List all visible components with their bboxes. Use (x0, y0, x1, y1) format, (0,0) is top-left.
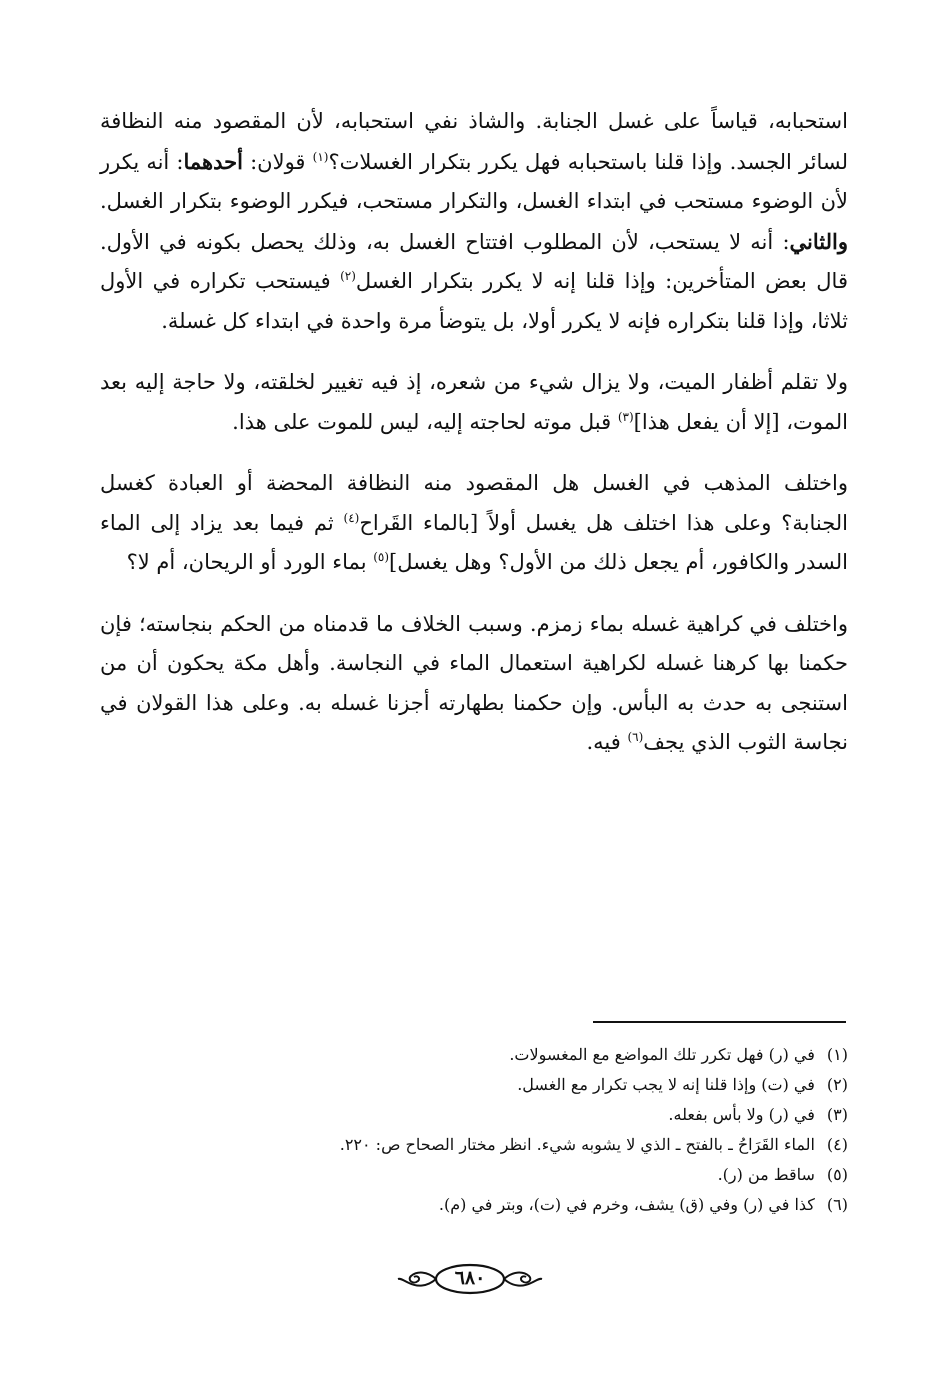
footnote-marker: (٦) (627, 730, 644, 744)
text-run: فيه. (586, 730, 628, 754)
main-text (100, 102, 848, 763)
footnote-marker: (٥) (373, 550, 390, 564)
footnote-item (100, 1040, 848, 1070)
footnote-item (100, 1130, 848, 1160)
footnote-number: (٢) (826, 1075, 848, 1094)
footnote-marker: (٣) (617, 409, 634, 424)
paragraph (100, 464, 848, 583)
text-run: : أنه يكرر لأن الوضوء مستحب في ابتداء الغسل، والتكرار مستحب، فيكرر الوضوء بتكرار الغسل. (100, 149, 848, 213)
text-run: استحبابه، قياساً على غسل الجنابة. والشاذ نفي استحبابه، لأن المقصود منه النظافة لسائر الجسد. وإذا قلنا باستحبابه فهل يكرر بتكرار الغسلات؟ (100, 109, 848, 174)
footnote-text: في (ر) ولا بأس بفعله. (668, 1105, 815, 1124)
footnote-text: كذا في (ر) وفي (ق) يشف، وخرم في (ت)، وبتر في (م). (438, 1195, 815, 1214)
footnote-number: (٣) (826, 1105, 848, 1124)
footnote-marker: (١) (312, 149, 329, 164)
footnote-number: (٦) (826, 1195, 848, 1214)
footnote-number: (٤) (826, 1135, 848, 1154)
footnote-item (100, 1100, 848, 1130)
footnote-number: (١) (826, 1045, 848, 1064)
text-run: قبل موته لحاجته إليه، ليس للموت على هذا. (232, 409, 618, 434)
footnote-item (100, 1190, 848, 1220)
text-run: بماء الورد أو الريحان، أم لا؟ (126, 550, 374, 574)
text-run: : أنه لا يستحب، لأن المطلوب افتتاح الغسل به، وذلك يحصل بكونه في الأول. قال بعض المتأخرين: وإذا قلنا إنه لا يكرر بتكرار الغسل (100, 229, 848, 293)
text-run: فيستحب تكراره في الأول ثلاثا، وإذا قلنا بتكراره فإنه لا يكرر أولا، بل يتوضأ مرة واحدة في ابتداء كل غسلة. (100, 269, 848, 333)
footnotes-list (100, 1040, 848, 1220)
footnote-marker: (٢) (340, 269, 356, 283)
footnote-text: ساقط من (ر). (717, 1165, 815, 1184)
bold-term: والثاني (789, 228, 848, 254)
footnote-item (100, 1070, 848, 1100)
text-run: واختلف المذهب في الغسل هل المقصود منه النظافة المحضة أو العبادة كغسل الجنابة؟ وعلى هذا اختلف هل يغسل أولاً [بالماء القَراح (100, 471, 849, 535)
paragraph (100, 605, 848, 763)
footnote-text: في (ت) وإذا قلنا إنه لا يجب تكرار مع الغسل. (517, 1075, 815, 1094)
page-number-ornament (395, 1262, 545, 1296)
text-run: قولان: (242, 149, 313, 174)
footnote-text: في (ر) فهل تكرر تلك المواضع مع المغسولات. (509, 1045, 815, 1064)
paragraph (100, 102, 848, 341)
footnote-item (100, 1160, 848, 1190)
page-number: ٦٨٠ (454, 1267, 486, 1289)
footnote-text: الماء القَرَاحُ ـ بالفتح ـ الذي لا يشوبه شيء. انظر مختار الصحاح ص: ٢٢٠. (339, 1135, 815, 1154)
text-run: ولا تقلم أظفار الميت، ولا يزال شيء من شعره، إذ فيه تغيير لخلقته، ولا حاجة إليه بعد الموت، [إلا أن يفعل هذا] (100, 370, 848, 434)
bold-term: أحدهما (183, 148, 243, 174)
footnote-number: (٥) (826, 1165, 848, 1184)
paragraph (100, 363, 848, 442)
text-run: واختلف في كراهية غسله بماء زمزم. وسبب الخلاف ما قدمناه من الحكم بنجاسته؛ فإن حكمنا بها كرهنا غسله لكراهية استعمال الماء في النجاسة. وأهل مكة يحكون أن من استنجى به حدث به البأس. وإن حكمنا بطهارته أجزنا غسله به. وعلى هذا القولان في نجاسة الثوب الذي يجف (100, 611, 848, 754)
text-run: ثم فيما بعد يزاد إلى الماء السدر والكافور، أم يجعل ذلك من الأول؟ وهل يغسل] (100, 510, 848, 574)
footnote-divider (593, 1021, 846, 1023)
footnote-marker: (٤) (343, 510, 360, 525)
